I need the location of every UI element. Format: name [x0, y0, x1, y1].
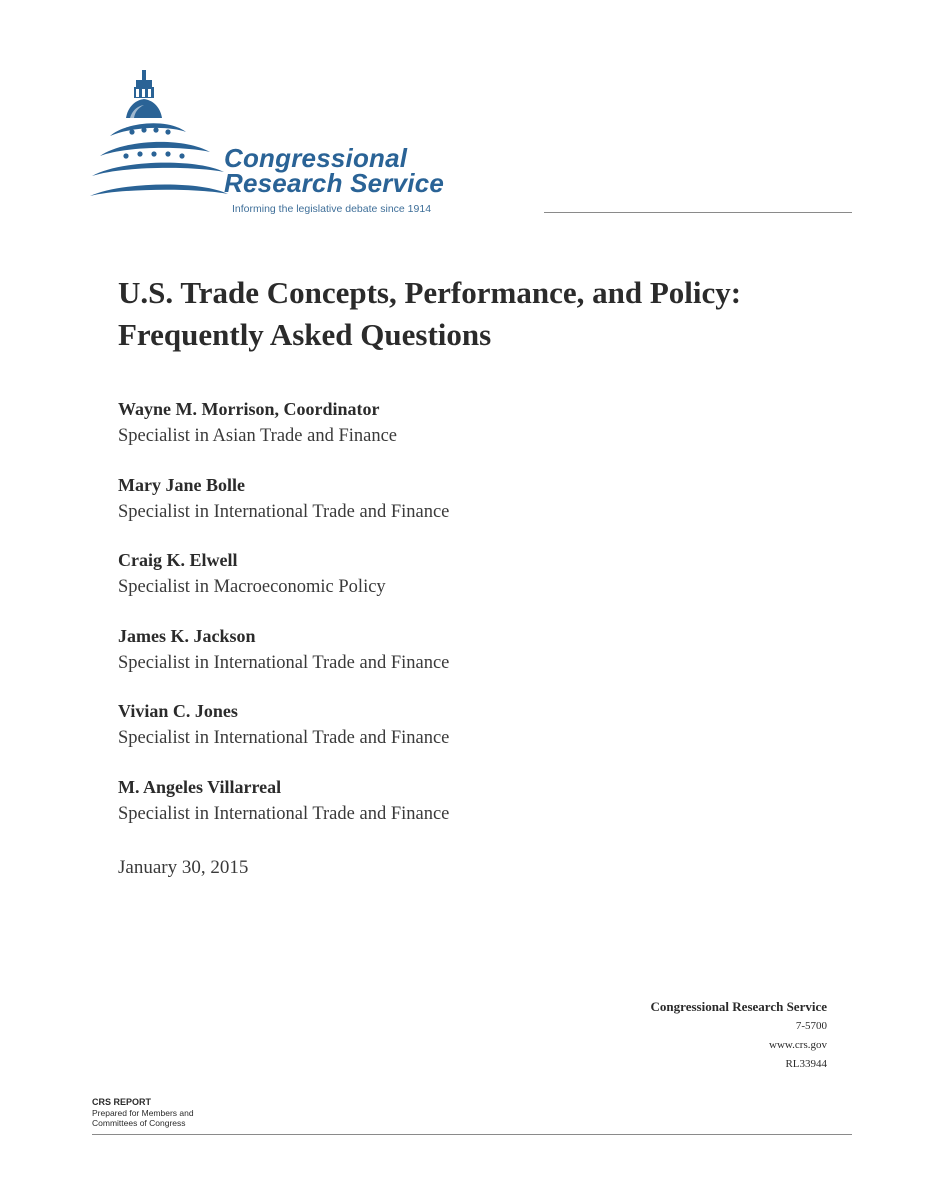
- report-title: [118, 272, 741, 356]
- author-name: Vivian C. Jones: [118, 701, 238, 721]
- author-entry: [118, 548, 449, 624]
- brand-name-line2: Research Service: [224, 168, 445, 198]
- author-entry: [118, 775, 449, 851]
- publisher-block: [651, 997, 827, 1074]
- author-role: Specialist in International Trade and Finance: [118, 501, 450, 522]
- publisher-code: 7-5700: [795, 1020, 827, 1032]
- author-entry: [118, 473, 449, 549]
- header-divider: [544, 212, 852, 213]
- publisher-url[interactable]: www.crs.gov: [769, 1039, 827, 1051]
- author-entry: [118, 397, 449, 473]
- author-role: Specialist in Macroeconomic Policy: [118, 577, 386, 597]
- crs-report-block: [92, 1097, 194, 1128]
- report-title-line1: U.S. Trade Concepts, Performance, and Policy:: [118, 275, 742, 310]
- author-role: Specialist in International Trade and Finance: [118, 652, 450, 673]
- publisher-name: Congressional Research Service: [650, 999, 827, 1014]
- report-number: RL33944: [785, 1058, 827, 1070]
- crs-report-line2: Committees of Congress: [92, 1118, 186, 1128]
- author-name: Craig K. Elwell: [118, 550, 238, 570]
- author-role: Specialist in International Trade and Finance: [118, 803, 450, 824]
- author-entry: [118, 699, 449, 775]
- crs-report-line1: Prepared for Members and: [92, 1108, 194, 1118]
- author-name: Wayne M. Morrison, Coordinator: [118, 399, 380, 419]
- report-title-line2: Frequently Asked Questions: [118, 317, 492, 352]
- author-role: Specialist in Asian Trade and Finance: [118, 426, 398, 446]
- capitol-dome-icon: [86, 66, 236, 216]
- footer-divider: [92, 1134, 852, 1135]
- author-name: Mary Jane Bolle: [118, 474, 245, 495]
- brand-tagline: Informing the legislative debate since 1914: [232, 203, 432, 215]
- author-entry: [118, 624, 449, 700]
- publication-date: January 30, 2015: [118, 857, 249, 878]
- brand-name: [224, 143, 445, 198]
- brand-name-line1: Congressional: [224, 143, 408, 173]
- author-name: James K. Jackson: [118, 625, 256, 646]
- crs-report-label: CRS REPORT: [92, 1097, 152, 1107]
- author-list: [118, 397, 449, 850]
- author-name: M. Angeles Villarreal: [118, 776, 282, 797]
- author-role: Specialist in International Trade and Finance: [118, 728, 450, 748]
